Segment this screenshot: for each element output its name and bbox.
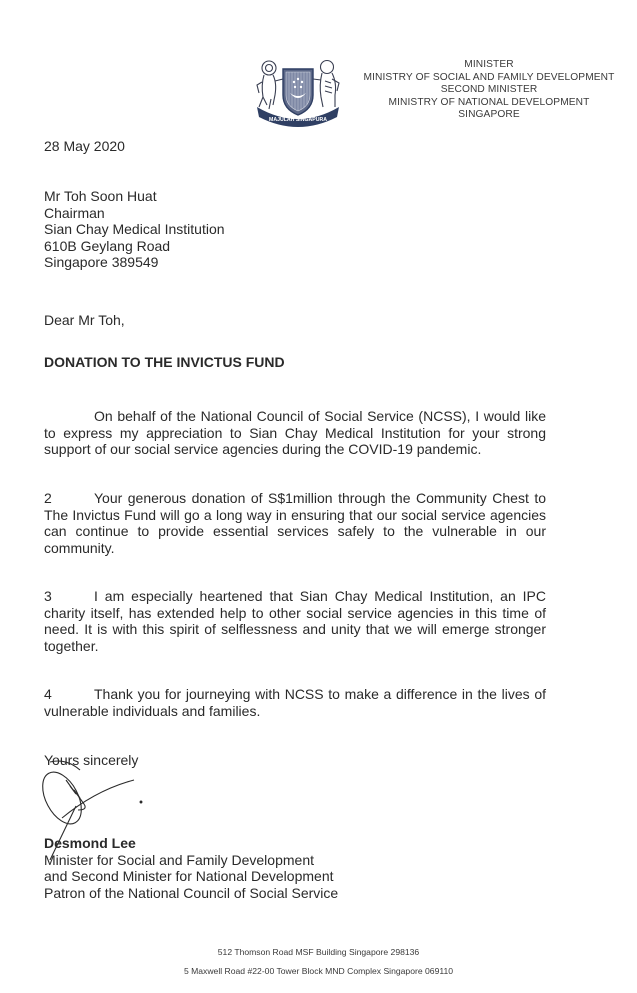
letterhead-line: SINGAPORE [458,109,520,121]
signer-block [44,835,338,901]
tiger-supporter-icon [313,61,339,108]
closing: Yours sincerely [44,752,139,768]
paragraph-1 [44,408,546,458]
paragraph-text: On behalf of the National Council of Social Service (NCSS), I would like to express my appreciation to Sian Chay Medical Institution for your strong support of our social service agencies during the COVID-19 pandemic. [44,408,546,458]
crest-graphic [253,55,343,127]
signer-title: Patron of the National Council of Social Service [44,884,339,901]
recipient-address [44,188,225,271]
signer-title: Minister for Social and Family Development [44,851,314,868]
paragraph-number: 3 [44,588,52,604]
footer-address-mnd: 5 Maxwell Road #22-00 Tower Block MND Complex Singapore 069110 [183,966,454,976]
paragraph-2 [44,490,546,556]
signer-title: and Second Minister for National Development [44,868,334,885]
singapore-crest-icon [253,55,343,127]
letterhead-line: MINISTRY OF NATIONAL DEVELOPMENT [388,96,590,108]
shield-icon [283,69,313,115]
paragraph-text: Thank you for journeying with NCSS to make a difference in the lives of vulnerable individuals and families. [44,686,546,719]
paragraph-number: 2 [44,490,52,506]
recipient-name: Mr Toh Soon Huat [44,188,157,204]
paragraph-3 [44,588,546,654]
signer-name: Desmond Lee [44,835,136,851]
crest-motto: MAJULAH SINGAPURA [269,117,327,123]
footer-address-msf: 512 Thomson Road MSF Building Singapore 298136 [217,947,420,957]
recipient-title: Chairman [44,204,105,221]
recipient-street: 610B Geylang Road [44,237,171,254]
recipient-city-postal: Singapore 389549 [44,254,159,271]
letterhead-line: MINISTER [464,59,514,70]
paragraph-text: I am especially heartened that Sian Chay Medical Institution, an IPC charity itself, has extended help to other social service agencies in this time of need. It is with this spirit of selflessness and unity that we will emerge stronger together. [44,588,546,654]
letterhead-line: MINISTRY OF SOCIAL AND FAMILY DEVELOPMENT [363,71,615,83]
paragraph-4 [44,686,546,719]
letter-date: 28 May 2020 [44,138,125,154]
salutation: Dear Mr Toh, [44,312,125,328]
lion-supporter-icon [257,61,283,109]
paragraph-number: 4 [44,686,52,702]
letterhead [354,59,624,122]
letterhead-line: SECOND MINISTER [440,84,538,96]
recipient-organization: Sian Chay Medical Institution [44,221,225,238]
subject-heading: DONATION TO THE INVICTUS FUND [44,354,285,370]
paragraph-text: Your generous donation of S$1million through the Community Chest to The Invictus Fund will go a long way in ensuring that our social service agencies can continue to provide essential services safely to the vulnerable in our community. [44,490,546,556]
